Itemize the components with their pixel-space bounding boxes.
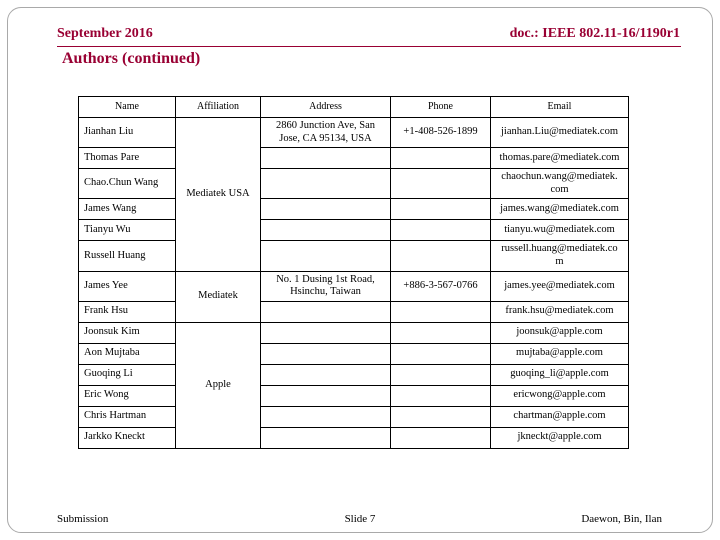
table-row xyxy=(79,385,629,406)
address-cell xyxy=(261,220,391,241)
affiliation-cell: Mediatek xyxy=(176,271,261,322)
address-cell xyxy=(261,406,391,427)
phone-cell: +1-408-526-1899 xyxy=(391,118,491,148)
header-rule xyxy=(57,46,681,47)
phone-cell: +886-3-567-0766 xyxy=(391,271,491,301)
phone-cell xyxy=(391,241,491,271)
column-header-affiliation: Affiliation xyxy=(176,97,261,118)
authors-table xyxy=(78,96,629,449)
email-cell: frank.hsu@mediatek.com xyxy=(491,301,629,322)
table-row xyxy=(79,427,629,448)
table-row xyxy=(79,199,629,220)
address-cell xyxy=(261,301,391,322)
phone-cell xyxy=(391,301,491,322)
author-name: Jianhan Liu xyxy=(79,118,176,148)
phone-cell xyxy=(391,406,491,427)
email-cell: mujtaba@apple.com xyxy=(491,343,629,364)
footer-slide-number: Slide 7 xyxy=(344,513,376,525)
table-row xyxy=(79,241,629,271)
author-name: James Yee xyxy=(79,271,176,301)
email-cell: jkneckt@apple.com xyxy=(491,427,629,448)
author-name: Frank Hsu xyxy=(79,301,176,322)
email-cell: chaochun.wang@mediatek.com xyxy=(491,169,629,199)
address-cell: 2860 Junction Ave, San Jose, CA 95134, USA xyxy=(261,118,391,148)
footer-submission: Submission xyxy=(57,513,109,525)
address-cell: No. 1 Dusing 1st Road, Hsinchu, Taiwan xyxy=(261,271,391,301)
phone-cell xyxy=(391,199,491,220)
phone-cell xyxy=(391,427,491,448)
table-header-row xyxy=(79,97,629,118)
table-row xyxy=(79,322,629,343)
email-cell: thomas.pare@mediatek.com xyxy=(491,148,629,169)
email-cell: jianhan.Liu@mediatek.com xyxy=(491,118,629,148)
table-row xyxy=(79,364,629,385)
address-cell xyxy=(261,322,391,343)
author-name: James Wang xyxy=(79,199,176,220)
email-cell: ericwong@apple.com xyxy=(491,385,629,406)
email-cell: joonsuk@apple.com xyxy=(491,322,629,343)
author-name: Russell Huang xyxy=(79,241,176,271)
author-name: Jarkko Kneckt xyxy=(79,427,176,448)
affiliation-cell: Mediatek USA xyxy=(176,118,261,272)
author-name: Tianyu Wu xyxy=(79,220,176,241)
address-cell xyxy=(261,199,391,220)
author-name: Guoqing Li xyxy=(79,364,176,385)
address-cell xyxy=(261,427,391,448)
address-cell xyxy=(261,241,391,271)
table-row xyxy=(79,118,629,148)
address-cell xyxy=(261,169,391,199)
table-row xyxy=(79,406,629,427)
page-title: Authors (continued) xyxy=(62,50,201,67)
header-date: September 2016 xyxy=(57,26,153,41)
column-header-name: Name xyxy=(79,97,176,118)
author-name: Thomas Pare xyxy=(79,148,176,169)
phone-cell xyxy=(391,343,491,364)
email-cell: james.wang@mediatek.com xyxy=(491,199,629,220)
email-cell: guoqing_li@apple.com xyxy=(491,364,629,385)
table-row xyxy=(79,343,629,364)
address-cell xyxy=(261,343,391,364)
phone-cell xyxy=(391,385,491,406)
address-cell xyxy=(261,385,391,406)
phone-cell xyxy=(391,322,491,343)
author-name: Chris Hartman xyxy=(79,406,176,427)
table-row xyxy=(79,271,629,301)
author-name: Eric Wong xyxy=(79,385,176,406)
email-cell: james.yee@mediatek.com xyxy=(491,271,629,301)
email-cell: russell.huang@mediatek.com xyxy=(491,241,629,271)
column-header-address: Address xyxy=(261,97,391,118)
phone-cell xyxy=(391,169,491,199)
author-name: Joonsuk Kim xyxy=(79,322,176,343)
table-row xyxy=(79,301,629,322)
column-header-phone: Phone xyxy=(391,97,491,118)
email-cell: chartman@apple.com xyxy=(491,406,629,427)
table-row xyxy=(79,220,629,241)
column-header-email: Email xyxy=(491,97,629,118)
affiliation-cell: Apple xyxy=(176,322,261,448)
address-cell xyxy=(261,364,391,385)
author-name: Chao.Chun Wang xyxy=(79,169,176,199)
phone-cell xyxy=(391,220,491,241)
phone-cell xyxy=(391,148,491,169)
email-cell: tianyu.wu@mediatek.com xyxy=(491,220,629,241)
phone-cell xyxy=(391,364,491,385)
header-doc-number: doc.: IEEE 802.11-16/1190r1 xyxy=(509,26,680,41)
author-name: Aon Mujtaba xyxy=(79,343,176,364)
address-cell xyxy=(261,148,391,169)
footer-authors: Daewon, Bin, Ilan xyxy=(581,513,662,525)
table-row xyxy=(79,148,629,169)
table-row xyxy=(79,169,629,199)
